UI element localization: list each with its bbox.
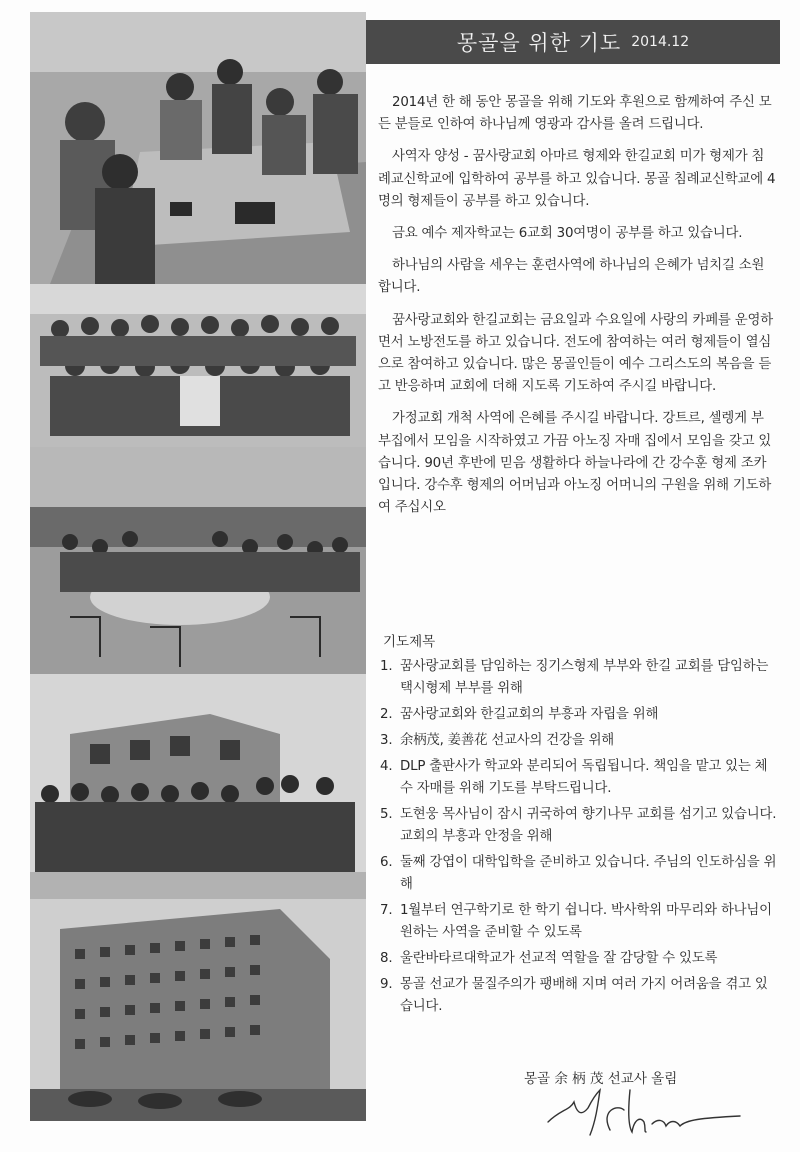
signature-icon: [540, 1080, 750, 1140]
prayer-item-number: 6.: [380, 855, 393, 870]
body-paragraph: 금요 예수 제자학교는 6교회 30여명이 공부를 하고 있습니다.: [392, 226, 743, 242]
newsletter-body: [378, 92, 776, 519]
prayer-item-text: 둘째 강엽이 대학입학을 준비하고 있습니다. 주님의 인도하심을 위해: [400, 855, 777, 892]
prayer-item-number: 4.: [380, 759, 393, 774]
body-paragraph: 2014년 한 해 동안 몽골을 위해 기도와 후원으로 함께하여 주신 모든 분들로 인하여 하나님께 영광과 감사를 올려 드립니다.: [378, 95, 772, 133]
prayer-item: [380, 704, 780, 726]
prayer-item-text: 울란바타르대학교가 선교적 역할을 잘 감당할 수 있도록: [400, 951, 718, 966]
prayer-item-number: 8.: [380, 951, 393, 966]
prayer-item: [380, 852, 780, 896]
prayer-item-text: 도현웅 목사님이 잠시 귀국하여 향기나무 교회를 섬기고 있습니다. 교회의 부흥과 안정을 위해: [400, 807, 777, 844]
title-bar: [366, 20, 780, 64]
page-title: 몽골을 위한 기도: [456, 31, 622, 55]
photo-apartment-building: [30, 899, 366, 1121]
prayer-item-text: 꿈사랑교회를 담임하는 징기스형제 부부와 한길 교회를 담임하는 택시형제 부부를 위해: [400, 659, 769, 696]
prayer-item-text: 余柄茂, 姜善花 선교사의 건강을 위해: [400, 733, 615, 748]
body-paragraph: 사역자 양성 - 꿈사랑교회 아마르 형제와 한길교회 미가 형제가 침례교신학교에 입학하여 공부를 하고 있습니다. 몽골 침례교신학교에 4명의 형제들이 공부를 하고 있습니다.: [378, 149, 776, 209]
prayer-item-number: 5.: [380, 807, 393, 822]
prayer-item: [380, 974, 780, 1018]
photo-group-indoor: [30, 284, 366, 447]
sign-off: 몽골 余 柄 茂 선교사 올림: [524, 1071, 678, 1087]
prayer-item-number: 1.: [380, 659, 393, 674]
prayer-item: [380, 756, 780, 800]
prayer-item: [380, 900, 780, 944]
issue-date: 2014.12: [631, 34, 690, 50]
prayer-list: [380, 656, 780, 1022]
prayer-item-text: 몽골 선교가 물질주의가 팽배해 지며 여러 가지 어려움을 겪고 있습니다.: [400, 977, 768, 1014]
prayer-item-text: 꿈사랑교회와 한길교회의 부흥과 자립을 위해: [400, 707, 659, 722]
prayer-item-text: DLP 출판사가 학교와 분리되어 독립됩니다. 책임을 맡고 있는 체수 자매를 위해 기도를 부탁드립니다.: [400, 759, 768, 796]
prayer-list-heading: 기도제목: [383, 634, 436, 650]
prayer-item-number: 9.: [380, 977, 393, 992]
prayer-item: [380, 730, 780, 752]
photo-building-group-outdoor: [30, 674, 366, 899]
photo-meeting-table: [30, 12, 366, 284]
prayer-item: [380, 948, 780, 970]
prayer-item-text: 1월부터 연구학기로 한 학기 쉽니다. 박사학위 마무리와 하나님이 원하는 사역을 준비할 수 있도록: [400, 903, 772, 940]
prayer-item-number: 7.: [380, 903, 393, 918]
photo-dinner-hall: [30, 447, 366, 674]
prayer-item: [380, 804, 780, 848]
body-paragraph: 꿈사랑교회와 한길교회는 금요일과 수요일에 사랑의 카페를 운영하면서 노방전도를 하고 있습니다. 전도에 참여하는 여러 형제들이 열심으로 참여하고 있습니다. 많은 몽골인들이 예수 그리스도의 복음을 듣고 반응하며 교회에 더해 지도록 기도하여 주시길 바랍니다.: [378, 312, 773, 395]
prayer-item-number: 2.: [380, 707, 393, 722]
prayer-item: [380, 656, 780, 700]
body-paragraph: 가정교회 개척 사역에 은혜를 주시길 바랍니다. 강트르, 셀렝게 부부집에서 모임을 시작하였고 가끔 아노징 자매 집에서 모임을 갖고 있습니다. 90년 후반에 믿음 생활하다 하늘나라에 간 강수훈 형제 조카입니다. 강수후 형제의 어머님과 아노징 어머니의 구원을 위해 기도하여 주십시오: [378, 411, 772, 516]
prayer-item-number: 3.: [380, 733, 393, 748]
body-paragraph: 하나님의 사람을 세우는 훈련사역에 하나님의 은혜가 넘치길 소원합니다.: [378, 258, 765, 296]
